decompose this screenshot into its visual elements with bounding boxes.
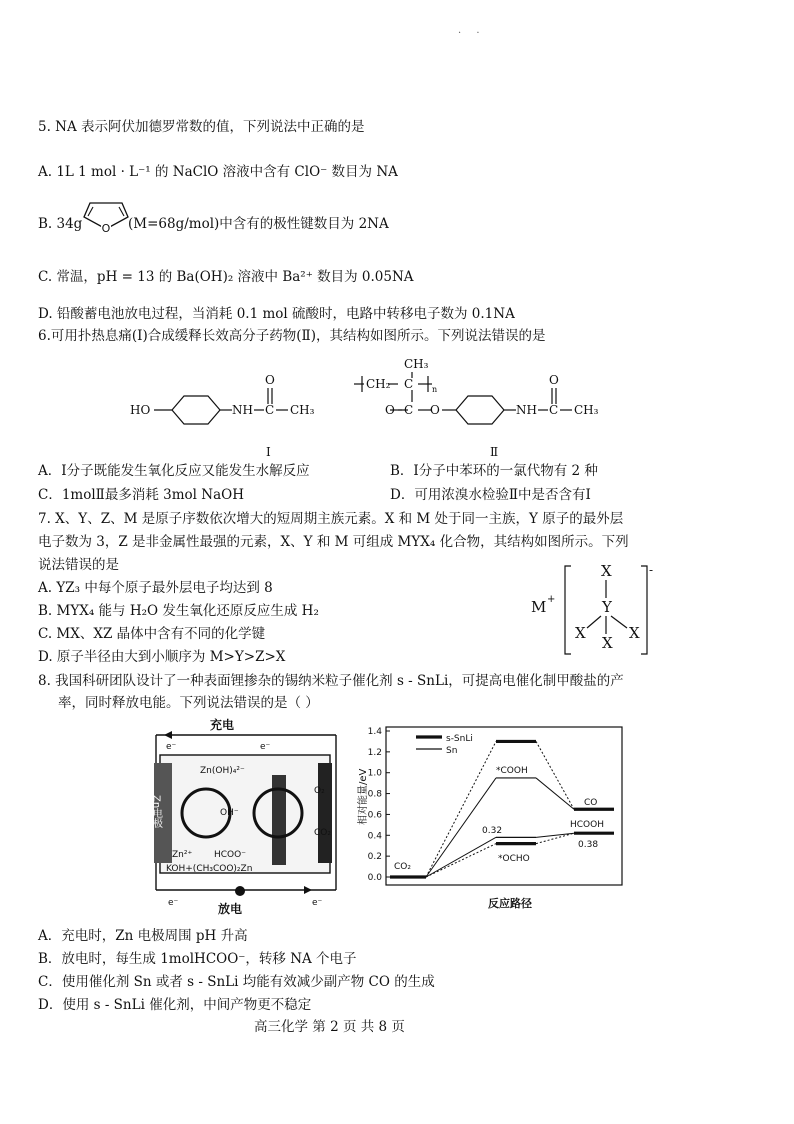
svg-text:X: X: [629, 624, 640, 642]
q8-option-d: D．使用 s - SnLi 催化剂，中间产物更不稳定: [38, 997, 312, 1013]
y-tick-label: 0.2: [367, 852, 382, 863]
svg-text:NH: NH: [232, 403, 253, 417]
svg-text:X: X: [575, 624, 586, 642]
svg-text:HO: HO: [130, 403, 151, 417]
q6-structures: [120, 348, 650, 458]
q8-option-a: A．充电时，Zn 电极周围 pH 升高: [38, 928, 248, 944]
q6-option-a: A．Ⅰ分子既能发生氧化反应又能发生水解反应: [38, 463, 310, 479]
svg-text:C: C: [404, 403, 414, 417]
svg-text:X: X: [601, 562, 612, 580]
q5-option-b-prefix: B. 34g: [38, 216, 83, 232]
q8-stem-line1: 8. 我国科研团队设计了一种表面锂掺杂的锡纳米粒子催化剂 s - SnLi，可提高电催化制甲酸盐的产: [38, 673, 624, 689]
co2-label: CO₂: [314, 828, 331, 838]
legend-s-snli: s-SnLi: [446, 734, 473, 744]
q7-option-b: B. MYX₄ 能与 H₂O 发生氧化还原反应生成 H₂: [38, 603, 319, 619]
q6-option-c: C．1molⅡ最多消耗 3mol NaOH: [38, 487, 244, 503]
electrolyte-label: KOH+(CH₃COO)₂Zn: [166, 864, 253, 874]
hydroxide-label: OH⁻: [220, 808, 239, 818]
q7-stem-line3: 说法错误的是: [38, 557, 119, 573]
q5-option-c: C. 常温，pH = 13 的 Ba(OH)₂ 溶液中 Ba²⁺ 数目为 0.05NA: [38, 269, 414, 285]
q8-stem-line2: 率，同时释放电能。下列说法错误的是（ ）: [58, 695, 319, 711]
annotation-cooh: *COOH: [496, 766, 528, 776]
svg-text:Y: Y: [602, 598, 612, 616]
q5-option-d: D. 铅酸蓄电池放电过程，当消耗 0.1 mol 硫酸时，电路中转移电子数为 0.1NA: [38, 306, 515, 322]
svg-text:-: -: [649, 563, 654, 577]
svg-text:n: n: [432, 385, 438, 394]
label-II: Ⅱ: [490, 445, 499, 458]
label-I: Ⅰ: [266, 445, 271, 458]
y-tick-label: 1.2: [367, 747, 382, 758]
electron-label-top-right: e⁻: [260, 742, 271, 752]
legend-sn: Sn: [446, 746, 458, 756]
q8-option-b: B．放电时，每生成 1molHCOO⁻，转移 NA 个电子: [38, 951, 357, 967]
svg-text:O: O: [385, 403, 395, 417]
annotation-co2: CO₂: [394, 862, 411, 872]
svg-text:C: C: [265, 403, 275, 417]
page-footer: 高三化学 第 2 页 共 8 页: [254, 1019, 405, 1035]
y-tick-label: 1.0: [367, 768, 382, 779]
y-tick-label: 0.4: [367, 831, 382, 842]
charge-label: 充电: [210, 718, 235, 732]
svg-text:X: X: [602, 634, 613, 652]
discharge-label: 放电: [218, 902, 243, 915]
y-tick-label: 0.0: [367, 873, 382, 883]
zincate-label: Zn(OH)₄²⁻: [200, 766, 245, 776]
zn2-label: Zn²⁺: [172, 850, 193, 860]
svg-text:CH₃: CH₃: [574, 403, 599, 417]
zn-electrode-label: Zn电极: [150, 795, 162, 829]
annotation-hcooh: HCOOH: [570, 820, 604, 830]
q5-stem: 5. NA 表示阿伏加德罗常数的值，下列说法中正确的是: [38, 119, 365, 135]
y-tick-label: 0.8: [367, 789, 382, 800]
formate-label: HCOO⁻: [214, 850, 246, 860]
battery-diagram: [142, 715, 350, 915]
y-tick-label: 1.4: [367, 727, 382, 737]
q6-option-d: D．可用浓溴水检验Ⅱ中是否含有Ⅰ: [390, 487, 591, 503]
y-axis-label: 相对能量/eV: [358, 768, 369, 825]
q7-option-d: D. 原子半径由大到小顺序为 M>Y>Z>X: [38, 649, 286, 665]
svg-text:O: O: [265, 373, 275, 387]
svg-text:CH₃: CH₃: [290, 403, 315, 417]
q7-option-a: A. YZ₃ 中每个原子最外层电子均达到 8: [38, 580, 273, 596]
annotation-038: 0.38: [578, 840, 599, 850]
x-axis-label: 反应路径: [488, 897, 532, 910]
svg-text:O: O: [101, 222, 111, 233]
energy-profile-chart: [356, 715, 646, 915]
q7-stem-line2: 电子数为 3，Z 是非金属性最强的元素，X、Y 和 M 可组成 MYX₄ 化合物，其结构如图所示。下列: [38, 534, 629, 550]
annotation-co: CO: [584, 798, 598, 808]
q5-option-a: A. 1L 1 mol · L⁻¹ 的 NaClO 溶液中含有 ClO⁻ 数目为 NA: [38, 164, 398, 180]
svg-text:O: O: [430, 403, 440, 417]
svg-text:M: M: [531, 598, 547, 616]
q6-stem: 6.可用扑热息痛(Ⅰ)合成缓释长效高分子药物(Ⅱ)，其结构如图所示。下列说法错误的是: [38, 328, 546, 344]
electron-label-top-left: e⁻: [166, 742, 177, 752]
cathode-electrode: [318, 763, 332, 863]
electron-label-bottom-right: e⁻: [312, 898, 323, 908]
mxy4-structure: [525, 558, 665, 658]
annotation-032: 0.32: [482, 826, 503, 836]
svg-text:CH₃: CH₃: [404, 357, 429, 371]
annotation-ocho: *OCHO: [498, 854, 530, 864]
q7-option-c: C. MX、XZ 晶体中含有不同的化学键: [38, 626, 266, 642]
svg-text:CH₂: CH₂: [366, 377, 391, 391]
top-mark: · ·: [458, 28, 486, 39]
svg-text:NH: NH: [516, 403, 537, 417]
y-tick-label: 0.6: [367, 810, 382, 821]
electron-label-bottom-left: e⁻: [168, 898, 179, 908]
q5-option-b-suffix: (M=68g/mol)中含有的极性键数目为 2NA: [128, 216, 389, 232]
svg-text:C: C: [404, 377, 414, 391]
q7-stem-line1: 7. X、Y、Z、M 是原子序数依次增大的短周期主族元素。X 和 M 处于同一主族，Y 原子的最外层: [38, 511, 624, 527]
svg-text:C: C: [549, 403, 559, 417]
q6-option-b: B．Ⅰ分子中苯环的一氯代物有 2 种: [390, 463, 598, 479]
furan-structure: [82, 193, 130, 233]
q8-option-c: C．使用催化剂 Sn 或者 s - SnLi 均能有效减少副产物 CO 的生成: [38, 974, 435, 990]
svg-text:O: O: [549, 373, 559, 387]
svg-text:+: +: [547, 594, 556, 605]
oxygen-label: O₂: [314, 786, 325, 796]
